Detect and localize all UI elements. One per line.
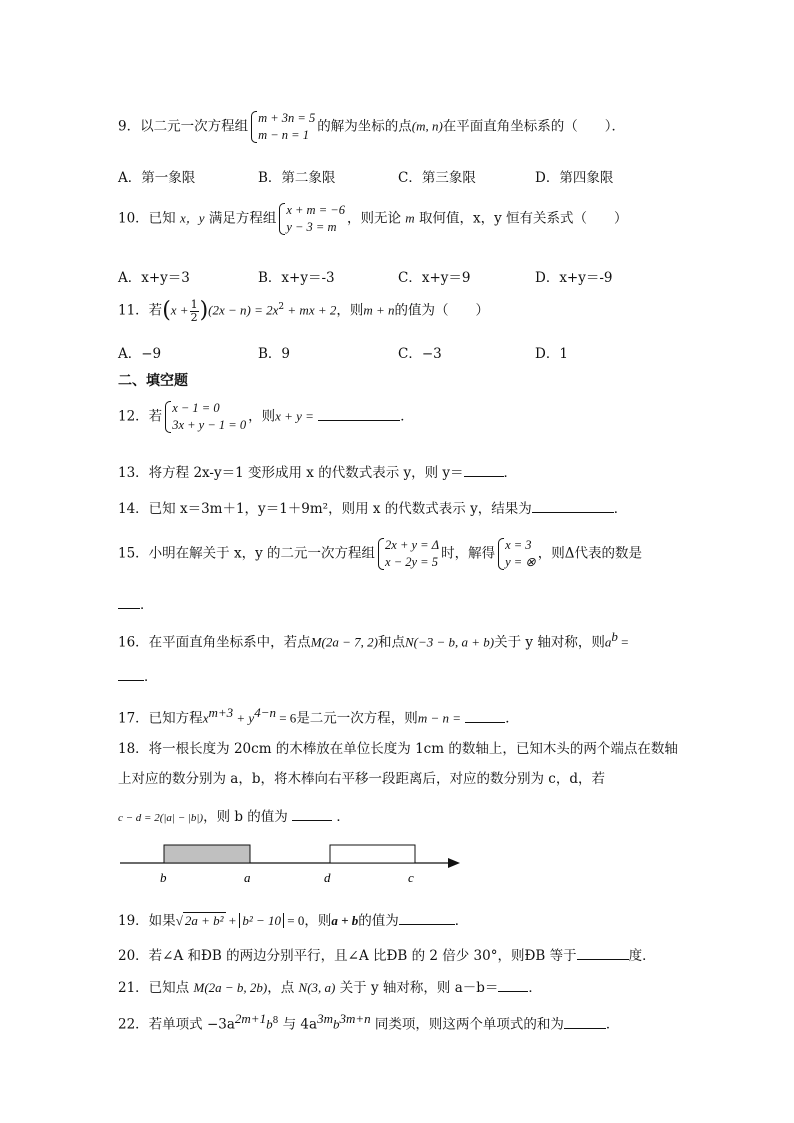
- equation-system: 2x + y = Δ x − 2y = 5: [377, 537, 439, 571]
- answer-blank[interactable]: [118, 666, 144, 681]
- answer-blank[interactable]: [118, 594, 140, 609]
- question-20: 20．若∠A 和ÐB 的两边分别平行，且∠A 比ÐB 的 2 倍少 30°，则ÐB 等于 度．: [118, 945, 656, 965]
- question-11: 11．若(x + $\frac{1}{2}$ )$(2x - n) = 2x^2$ + mx + 2，则m + n的值为（ ）: [118, 297, 490, 324]
- question-15-answer: ．: [118, 594, 154, 614]
- option-a: A．x+y＝3: [118, 270, 190, 286]
- question-13: 13．将方程 2x-y＝1 变形成用 x 的代数式表示 y，则 y＝ ．: [118, 462, 517, 482]
- option-c: C．−3: [398, 346, 442, 362]
- answer-blank[interactable]: [318, 406, 400, 421]
- label-c: c: [408, 870, 414, 885]
- option-b: B．x+y＝-3: [258, 270, 335, 286]
- label-b: b: [160, 870, 167, 885]
- question-18-line3: c − d = 2(|a| − |b|)，则 b 的值为 ．: [118, 806, 350, 827]
- equation-system: x − 1 = 0 3x + y − 1 = 0: [164, 400, 246, 434]
- number-line-figure: [110, 835, 470, 890]
- option-a: A．第一象限: [118, 170, 196, 186]
- answer-blank[interactable]: [532, 498, 614, 513]
- option-c: C．第三象限: [398, 170, 476, 186]
- option-b: B．第二象限: [258, 170, 336, 186]
- answer-blank[interactable]: [292, 806, 332, 821]
- question-15: 15．小明在解关于 x，y 的二元一次方程组 2x + y = Δ x − 2y = 5 时，解得 x = 3 y = ⊗ ，则Δ代表的数是: [118, 538, 643, 569]
- question-12: 12．若 x − 1 = 0 3x + y − 1 = 0 ，则x + y = ．: [118, 401, 414, 432]
- question-22: 22．若单项式 $-3a^{2m+1}b^8$ 与 $4a^{3m}b^{3m+n}$ 同类项，则这两个单项式的和为 ．: [118, 1011, 620, 1033]
- option-d: D．x+y＝-9: [535, 270, 613, 286]
- question-19: 19．如果√ 2a + b² + b² − 10 = 0，则a + b的值为 ．: [118, 910, 468, 930]
- question-16: 16．在平面直角坐标系中，若点M(2a − 7, 2)和点N(−3 − b, a + b)关于 y 轴对称，则$a^b$ =: [118, 629, 629, 651]
- answer-blank[interactable]: [399, 910, 455, 925]
- axis-arrow-icon: [448, 858, 460, 868]
- stick-moved: [330, 845, 415, 863]
- question-9: 9．以二元一次方程组 m + 3n = 5 m − n = 1 的解为坐标的点(m, n)在平面直角坐标系的（ ）．: [118, 111, 626, 142]
- answer-blank[interactable]: [498, 977, 528, 992]
- option-c: C．x+y＝9: [398, 270, 471, 286]
- fraction: $\frac{1}{2}$: [190, 297, 198, 324]
- question-16-answer: ．: [118, 666, 158, 686]
- equation-system: x + m = −6 y − 3 = m: [278, 202, 345, 236]
- option-a: A．−9: [118, 346, 162, 362]
- question-18-line1: 18．将一根长度为 20cm 的木棒放在单位长度为 1cm 的数轴上，已知木头的两个端点在数轴: [118, 741, 678, 757]
- answer-blank[interactable]: [577, 945, 629, 960]
- answer-blank[interactable]: [465, 708, 505, 723]
- question-14: 14．已知 x＝3m＋1，y＝1＋9m²，则用 x 的代数式表示 y，结果为 ．: [118, 498, 627, 518]
- option-d: D．第四象限: [535, 170, 614, 186]
- question-17: 17．已知方程$x^{m+3} + y^{4-n} = 6$是二元一次方程，则m − n = ．: [118, 705, 519, 727]
- option-d: D．1: [535, 346, 568, 362]
- label-d: d: [324, 870, 331, 885]
- question-18-line2: 上对应的数分别为 a，b，将木棒向右平移一段距离后，对应的数分别为 c，d，若: [118, 771, 605, 787]
- option-b: B．9: [258, 346, 291, 362]
- solution-system: x = 3 y = ⊗: [497, 537, 536, 571]
- equation-system: m + 3n = 5 m − n = 1: [250, 110, 315, 144]
- answer-blank[interactable]: [464, 462, 504, 477]
- question-10: 10．已知 x，y 满足方程组 x + m = −6 y − 3 = m ，则无论 m 取何值，x，y 恒有关系式（ ）: [118, 203, 628, 234]
- question-21: 21．已知点 M(2a − b, 2b)，点 N(3, a) 关于 y 轴对称，则 a－b＝ ．: [118, 977, 542, 997]
- section-title: 二、填空题: [118, 373, 188, 389]
- label-a: a: [244, 870, 251, 885]
- answer-blank[interactable]: [564, 1014, 606, 1029]
- stick-original: [164, 845, 250, 863]
